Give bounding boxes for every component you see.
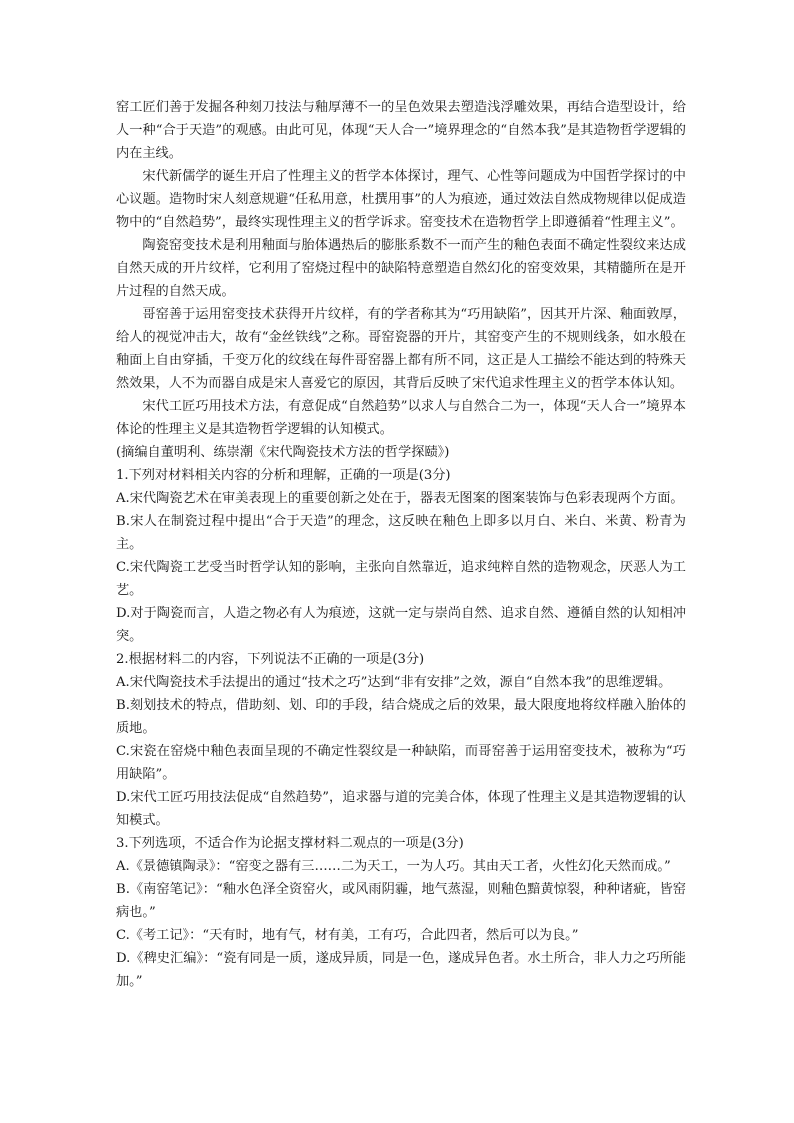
- passage-paragraph-1: 窑工匠们善于发掘各种刻刀技法与釉厚薄不一的呈色效果去塑造浅浮雕效果，再结合造型设计，给人一种“合于天造”的观感。由此可见，体现“天人合一”境界理念的“自然本我”是其造物哲学逻辑的内在主线。: [116, 100, 686, 161]
- question-option: B.刻划技术的特点，借助刻、划、印的手段，结合烧成之后的效果，最大限度地将纹样融入胎体的质地。: [116, 698, 686, 736]
- question-option: C.宋代陶瓷工艺受当时哲学认知的影响，主张向自然靠近，追求纯粹自然的造物观念，厌恶人为工艺。: [116, 560, 686, 598]
- question-option: D.对于陶瓷而言，人造之物必有人为痕迹，这就一定与崇尚自然、追求自然、遵循自然的认知相冲突。: [116, 606, 686, 644]
- question-option: B.宋人在制瓷过程中提出“合于天造”的理念，这反映在釉色上即多以月白、米白、米黄、粉青为主。: [116, 514, 686, 552]
- question-stem: 2.根据材料二的内容，下列说法不正确的一项是(3分): [116, 652, 425, 667]
- passage-source: (摘编自董明利、练崇潮《宋代陶瓷技术方法的哲学探赜》): [116, 445, 450, 460]
- question-stem: 1.下列对材料相关内容的分析和理解，正确的一项是(3分): [116, 468, 451, 483]
- question-option: D.《稗史汇编》：“瓷有同是一质，遂成异质，同是一色，遂成异色者。水土所合，非人力之巧所能加。”: [116, 951, 686, 989]
- question-2: [116, 648, 686, 832]
- question-1: [116, 464, 686, 648]
- question-option: A.宋代陶瓷艺术在审美表现上的重要创新之处在于，器表无图案的图案装饰与色彩表现两个方面。: [116, 491, 684, 506]
- passage-paragraph-4: 哥窑善于运用窑变技术获得开片纹样，有的学者称其为“巧用缺陷”，因其开片深、釉面敦厚，给人的视觉冲击大，故有“金丝铁线”之称。哥窑瓷器的开片，其窑变产生的不规则线条，如水般在釉面上自由穿插，千变万化的纹线在每件哥窑器上都有所不同，这正是人工描绘不能达到的特殊天然效果，人不为而器自成是宋人喜爱它的原因，其背后反映了宋代追求性理主义的哲学本体认知。: [116, 307, 686, 391]
- question-stem: 3.下列选项，不适合作为论据支撑材料二观点的一项是(3分): [116, 836, 464, 851]
- question-option: A.宋代陶瓷技术手法提出的通过“技术之巧”达到“非有安排”之效，源自“自然本我”的思维逻辑。: [116, 675, 672, 690]
- question-option: C.《考工记》：“天有时，地有气，材有美，工有巧，合此四者，然后可以为良。”: [116, 928, 579, 943]
- passage-paragraph-3: 陶瓷窑变技术是利用釉面与胎体遇热后的膨胀系数不一而产生的釉色表面不确定性裂纹来达成自然天成的开片纹样，它利用了窑烧过程中的缺陷特意塑造自然幻化的窑变效果，其精髓所在是开片过程的自然天成。: [116, 238, 686, 299]
- passage-paragraph-5: 宋代工匠巧用技术方法，有意促成“自然趋势”以求人与自然合二为一，体现“天人合一”境界本体论的性理主义是其造物哲学逻辑的认知模式。: [116, 399, 686, 437]
- question-3: [116, 832, 686, 993]
- question-option: C.宋瓷在窑烧中釉色表面呈现的不确定性裂纹是一种缺陷，而哥窑善于运用窑变技术，被称为“巧用缺陷”。: [116, 744, 686, 782]
- document-page: [116, 96, 686, 993]
- passage-paragraph-2: 宋代新儒学的诞生开启了性理主义的哲学本体探讨，理气、心性等问题成为中国哲学探讨的中心议题。造物时宋人刻意规避“任私用意，杜撰用事”的人为痕迹，通过效法自然成物规律以促成造物中的“自然趋势”，最终实现性理主义的哲学诉求。窑变技术在造物哲学上即遵循着“性理主义”。: [116, 169, 686, 230]
- question-option: B.《南窑笔记》：“釉水色泽全资窑火，或风雨阴霾，地气蒸湿，则釉色黯黄惊裂，种种诸疵，皆窑病也。”: [116, 882, 686, 920]
- question-option: D.宋代工匠巧用技法促成“自然趋势”，追求器与道的完美合体，体现了性理主义是其造物逻辑的认知模式。: [116, 790, 686, 828]
- question-option: A.《景德镇陶录》：“窑变之器有三……二为天工，一为人巧。其由天工者，火性幻化天然而成。”: [116, 859, 671, 874]
